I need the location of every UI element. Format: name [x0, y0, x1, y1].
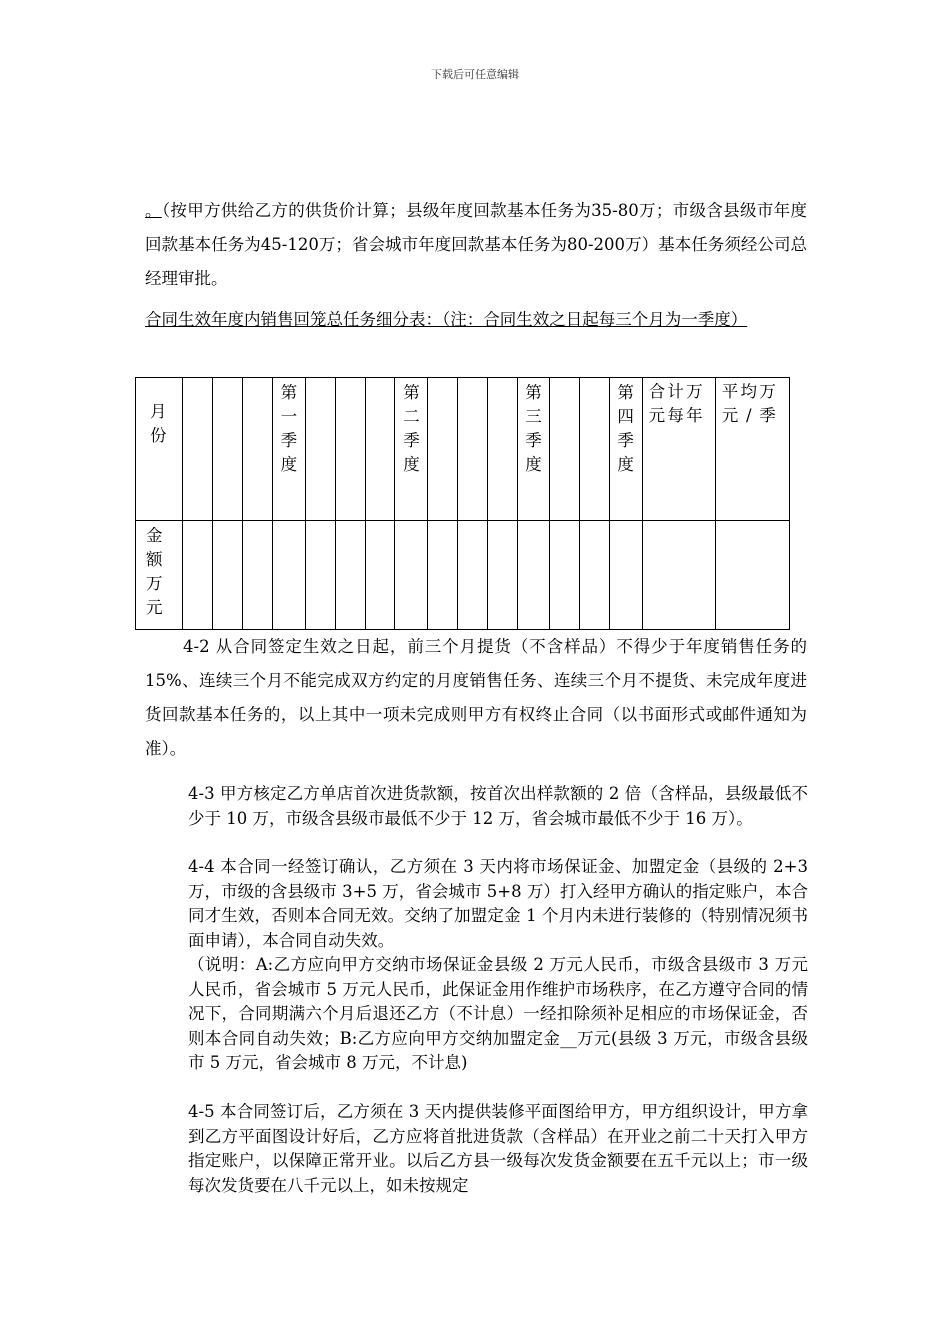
paragraph-task-basis	[145, 194, 807, 296]
cell-month	[183, 378, 213, 521]
cell-amount	[518, 521, 550, 630]
cell-amount	[213, 521, 243, 630]
cell-amount	[488, 521, 518, 630]
blank-underline: 。	[145, 201, 162, 220]
cell-amount	[579, 521, 609, 630]
cell-month	[428, 378, 458, 521]
cell-month	[579, 378, 609, 521]
cell-amount	[642, 521, 715, 630]
cell-amount	[428, 521, 458, 630]
paragraph-task-basis-text: （按甲方供给乙方的供货价计算；县级年度回款基本任务为35-80万；市级含县级市年度回款基本任务为45-120万；省会城市年度回款基本任务为80-200万）基本任务须经公司总经理审批。	[145, 201, 808, 288]
cell-amount	[335, 521, 365, 630]
cell-amount	[243, 521, 273, 630]
cell-total-per-year: 合计万元每年	[642, 378, 715, 521]
cell-amount	[715, 521, 789, 630]
paragraph-deposit-note: （说明：A:乙方应向甲方交纳市场保证金县级 2 万元人民币，市级含县级市 3 万元人民币，省会城市 5 万元人民币，此保证金用作维护市场秩序，在乙方遵守合同的情况下，合同期满六个月后退还乙方（不计息）一经扣除须补足相应的市场保证金，否则本合同自动失效；B:乙方应向甲方交纳加盟定金__万元(县级 3 万元，市级含县级市 5 万元，省会城市 8 万元，不计息)	[188, 955, 808, 1072]
cell-month	[305, 378, 335, 521]
paragraph-4-4: 4-4 本合同一经签订确认，乙方须在 3 天内将市场保证金、加盟定金（县级的 2+3 万，市级的含县级市 3+5 万，省会城市 5+8 万）打入经甲方确认的指定账户，本合同才生效，否则本合同无效。交纳了加盟定金 1 个月内未进行装修的（特别情况须书面申请），本合同自动失效。	[188, 857, 808, 950]
cell-average-per-quarter: 平均万元/季	[715, 378, 789, 521]
sales-task-table	[135, 377, 790, 630]
cell-month	[213, 378, 243, 521]
cell-q2: 第二季度	[395, 378, 428, 521]
table-title: 合同生效年度内销售回笼总任务细分表：（注：合同生效之日起每三个月为一季度）	[145, 310, 748, 329]
cell-month	[488, 378, 518, 521]
cell-month	[458, 378, 488, 521]
cell-q3: 第三季度	[518, 378, 550, 521]
cell-month	[335, 378, 365, 521]
paragraph-4-3: 4-3 甲方核定乙方单店首次进货款额，按首次出样款额的 2 倍（含样品，县级最低不少于 10 万，市级含县级市最低不少于 12 万，省会城市最低不少于 16 万）。	[188, 784, 808, 828]
cell-month	[549, 378, 579, 521]
cell-q1: 第一季度	[272, 378, 305, 521]
paragraph-4-5: 4-5 本合同签订后，乙方须在 3 天内提供装修平面图给甲方，甲方组织设计，甲方拿到乙方平面图设计好后，乙方应将首批进货款（含样品）在开业之前二十天打入甲方指定账户，以保障正常开业。以后乙方县一级每次发货金额要在五千元以上；市一级每次发货要在八千元以上，如未按规定	[188, 1102, 808, 1195]
cell-amount	[365, 521, 395, 630]
cell-month	[243, 378, 273, 521]
cell-q4: 第四季度	[609, 378, 642, 521]
table-row-month	[136, 378, 790, 521]
page-header: 下载后可任意编辑	[431, 68, 519, 81]
cell-amount-label: 金额万元	[136, 521, 183, 630]
table-row-amount	[136, 521, 790, 630]
cell-amount	[305, 521, 335, 630]
paragraph-4-2: 4-2 从合同签定生效之日起，前三个月提货（不含样品）不得少于年度销售任务的 15%、连续三个月不能完成双方约定的月度销售任务、连续三个月不提货、未完成年度进货回款基本任务的，以上其中一项未完成则甲方有权终止合同（以书面形式或邮件通知为准）。	[145, 637, 807, 758]
cell-month-label: 月份	[136, 378, 183, 521]
cell-amount	[458, 521, 488, 630]
cell-amount	[183, 521, 213, 630]
cell-amount	[395, 521, 428, 630]
cell-amount	[272, 521, 305, 630]
cell-amount	[549, 521, 579, 630]
cell-amount	[609, 521, 642, 630]
cell-month	[365, 378, 395, 521]
